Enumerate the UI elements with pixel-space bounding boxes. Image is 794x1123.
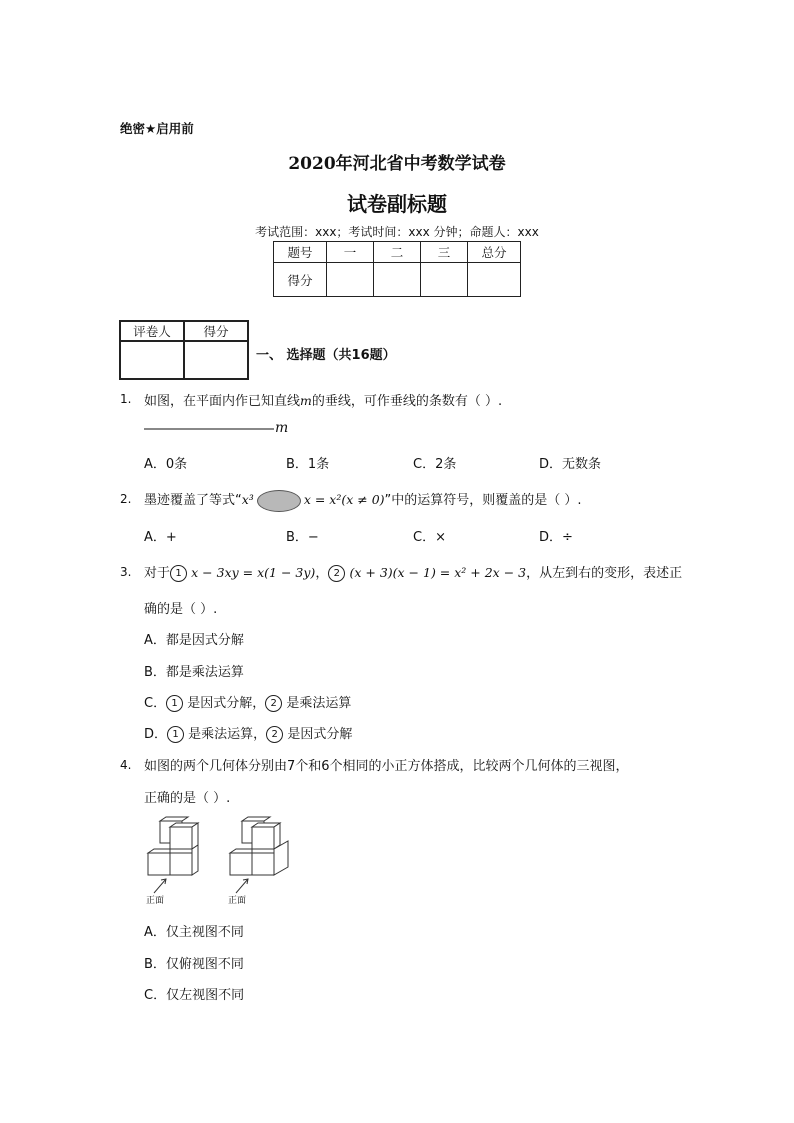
- score-table: [273, 241, 521, 297]
- score-cell[interactable]: [468, 263, 521, 297]
- q3-option-a[interactable]: A．都是因式分解: [144, 633, 244, 648]
- q2-text: ”中的运算符号，则覆盖的是（ ）.: [384, 493, 582, 508]
- q1-option-c[interactable]: C．2条: [413, 457, 457, 472]
- grader-header-cell: 评卷人: [120, 321, 184, 341]
- q3-expr-2: (x + 3)(x − 1) = x² + 2x − 3: [349, 565, 527, 580]
- front-arrow-2: [236, 879, 248, 893]
- exam-info: 考试范围：xxx；考试时间：xxx 分钟；命题人：xxx: [255, 225, 539, 239]
- question-number: 3.: [120, 565, 132, 579]
- q2-math-left: x³: [241, 492, 254, 507]
- question-1-stem: [144, 390, 502, 409]
- grader-cell[interactable]: [120, 341, 184, 379]
- q1-option-a[interactable]: A．0条: [144, 457, 188, 472]
- q4-option-b[interactable]: B．仅俯视图不同: [144, 957, 244, 972]
- q1-text: 的垂线，可作垂线的条数有（ ）.: [311, 394, 503, 409]
- score-header-cell: 二: [374, 242, 421, 263]
- q1-text: 如图，在平面内作已知直线: [144, 394, 301, 409]
- q2-option-d[interactable]: D．÷: [539, 530, 573, 545]
- score-header-cell: 三: [421, 242, 468, 263]
- circled-two: 2: [265, 695, 282, 712]
- circled-one: 1: [170, 565, 187, 582]
- q2-option-b[interactable]: B．−: [286, 530, 319, 545]
- option-text: 是因式分解，: [187, 696, 266, 711]
- question-3-stem: [144, 562, 682, 582]
- q2-math-right: x = x²(x ≠ 0): [303, 492, 385, 507]
- ink-blot: [257, 490, 301, 512]
- solid-figure-1: [148, 817, 198, 875]
- q3-option-b[interactable]: B．都是乘法运算: [144, 665, 244, 680]
- option-letter: D．: [144, 727, 168, 742]
- grader-cell[interactable]: [184, 341, 248, 379]
- q1-option-b[interactable]: B．1条: [286, 457, 330, 472]
- q4-option-c[interactable]: C．仅左视图不同: [144, 988, 245, 1003]
- score-header-cell: 总分: [468, 242, 521, 263]
- circled-one: 1: [167, 726, 184, 743]
- solid-figure-2: [230, 817, 288, 875]
- q3-option-d[interactable]: [144, 723, 352, 743]
- q4-option-a[interactable]: A．仅主视图不同: [144, 925, 244, 940]
- q3-option-c[interactable]: [144, 692, 351, 712]
- circled-two: 2: [328, 565, 345, 582]
- section-heading: 一、 选择题（共16题）: [256, 348, 396, 363]
- q3-text: ，从左到右的变形，表述正: [526, 566, 683, 581]
- q3-stem-continued: 确的是（ ）.: [144, 602, 218, 617]
- line-m-label: m: [275, 420, 289, 436]
- q3-text: 对于: [144, 566, 171, 581]
- q1-option-d[interactable]: D．无数条: [539, 457, 602, 472]
- option-text: 是乘法运算，: [188, 727, 267, 742]
- line-m-figure: [144, 428, 274, 430]
- confidential-label: 绝密★启用前: [120, 121, 194, 136]
- score-cell[interactable]: [421, 263, 468, 297]
- front-view-label-2: 正面: [228, 896, 247, 906]
- circled-two: 2: [266, 726, 283, 743]
- score-cell[interactable]: [374, 263, 421, 297]
- q1-variable: m: [300, 393, 312, 408]
- q3-expr-1: x − 3xy = x(1 − 3y): [191, 565, 316, 580]
- score-header-cell: 题号: [274, 242, 327, 263]
- q3-separator: ，: [315, 566, 329, 581]
- question-number: 4.: [120, 758, 132, 772]
- q2-option-a[interactable]: A．+: [144, 530, 177, 545]
- score-header-cell: 一: [327, 242, 374, 263]
- option-text: 是因式分解: [287, 727, 353, 742]
- score-cell[interactable]: [327, 263, 374, 297]
- exam-subtitle: 试卷副标题: [347, 192, 447, 216]
- circled-one: 1: [166, 695, 183, 712]
- score-row-label: 得分: [274, 263, 327, 297]
- exam-title: 2020年河北省中考数学试卷: [288, 154, 506, 174]
- option-letter: C．: [144, 696, 167, 711]
- grader-table: [119, 320, 249, 380]
- question-2-stem: [144, 489, 582, 512]
- question-4-stem: 如图的两个几何体分别由7个和6个相同的小正方体搭成，比较两个几何体的三视图，: [144, 759, 629, 774]
- front-view-label-1: 正面: [146, 896, 165, 906]
- question-number: 1.: [120, 392, 132, 406]
- q2-option-c[interactable]: C．×: [413, 530, 446, 545]
- q4-stem-continued: 正确的是（ ）.: [144, 791, 231, 806]
- q2-text: 墨迹覆盖了等式“: [144, 493, 242, 508]
- option-text: 是乘法运算: [286, 696, 352, 711]
- front-arrow-1: [154, 879, 166, 893]
- grader-header-cell: 得分: [184, 321, 248, 341]
- question-number: 2.: [120, 492, 132, 506]
